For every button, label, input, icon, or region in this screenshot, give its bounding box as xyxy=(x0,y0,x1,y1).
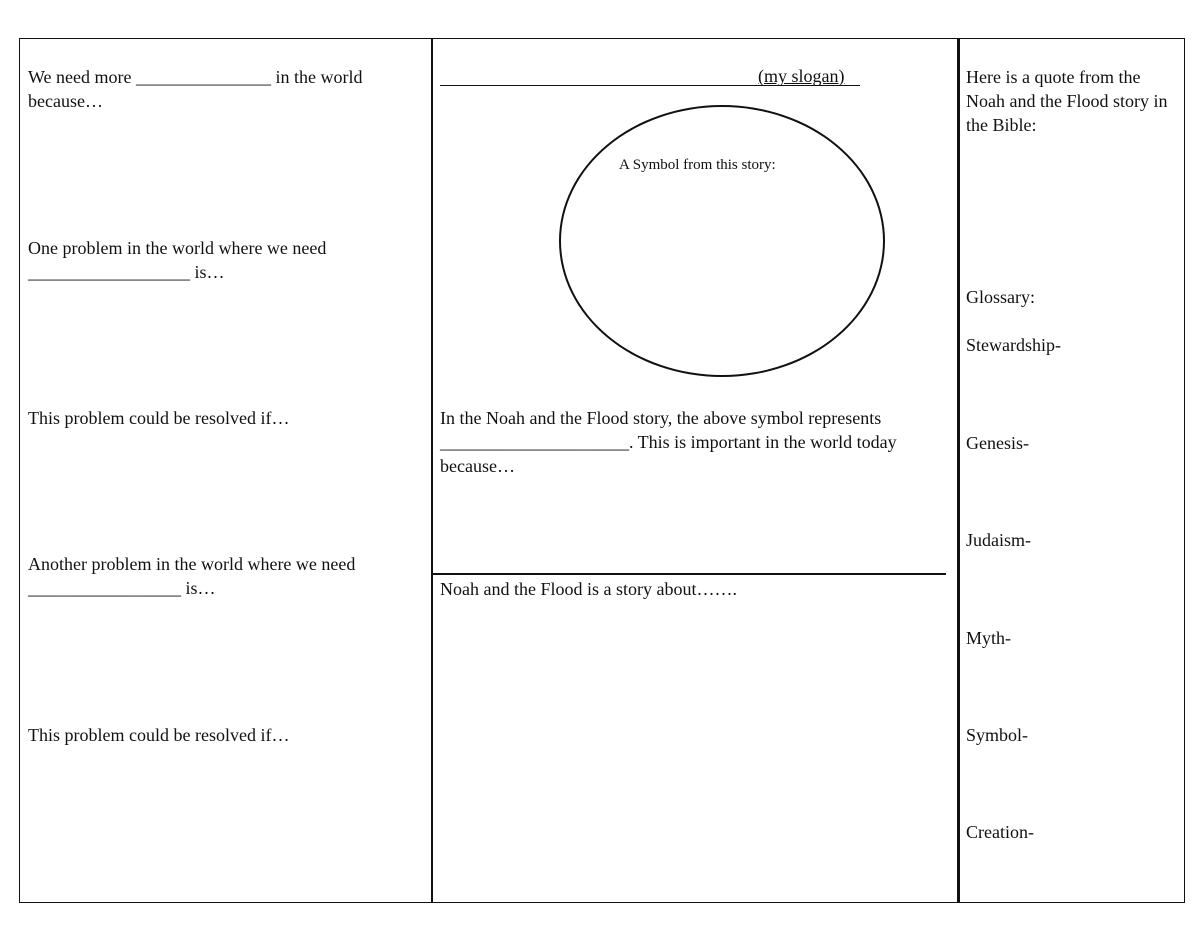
middle-section-divider xyxy=(431,573,946,575)
glossary-term-stewardship: Stewardship- xyxy=(966,335,1061,355)
symbol-oval xyxy=(559,105,885,377)
prompt-resolved-one: This problem could be resolved if… xyxy=(28,408,290,428)
prompt-problem-two: Another problem in the world where we need _________________ is… xyxy=(28,554,360,598)
prompt-resolved-two: This problem could be resolved if… xyxy=(28,725,290,745)
glossary-term-myth: Myth- xyxy=(966,628,1011,648)
symbol-meaning-prompt: In the Noah and the Flood story, the above symbol represents _____________________. This is important in the world today because… xyxy=(440,408,902,476)
bible-quote-prompt: Here is a quote from the Noah and the Flood story in the Bible: xyxy=(966,67,1172,135)
glossary-term-genesis: Genesis- xyxy=(966,433,1029,453)
symbol-label: A Symbol from this story: xyxy=(619,157,776,173)
glossary-term-judaism: Judaism- xyxy=(966,530,1031,550)
prompt-problem-one: One problem in the world where we need __________________ is… xyxy=(28,238,331,282)
glossary-title: Glossary: xyxy=(966,287,1035,307)
prompt-need-more: We need more _______________ in the world because… xyxy=(28,67,367,111)
story-about-prompt: Noah and the Flood is a story about……. xyxy=(440,579,737,599)
column-divider-left xyxy=(431,39,433,902)
worksheet-table xyxy=(19,38,1185,903)
glossary-term-creation: Creation- xyxy=(966,822,1034,842)
column-divider-right xyxy=(957,39,960,902)
slogan-label: (my slogan) xyxy=(758,66,845,86)
glossary-term-symbol: Symbol- xyxy=(966,725,1029,745)
